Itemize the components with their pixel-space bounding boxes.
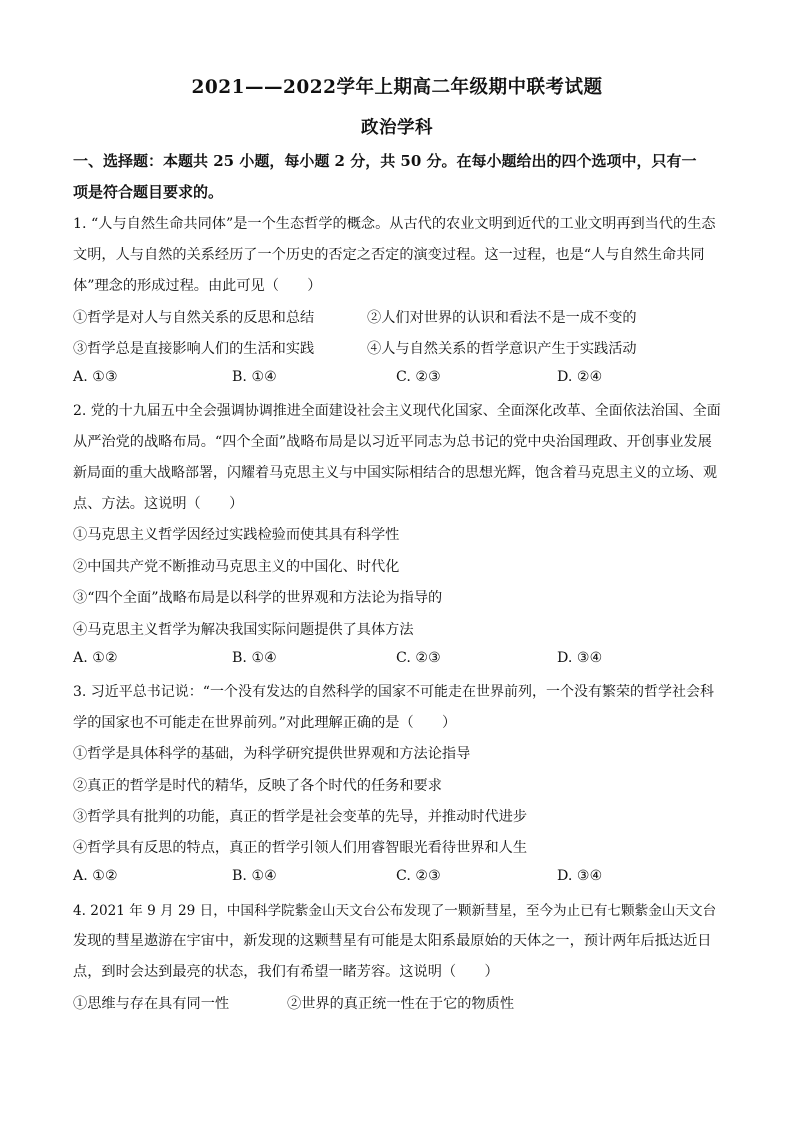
q3-option-d: D. ③④	[557, 868, 603, 884]
q1-option-b: B. ①④	[232, 369, 277, 385]
q1-option-a: A. ①③	[73, 369, 118, 385]
q4-stem-line-3: 点，到时会达到最亮的状态，我们有希望一睹芳容。这说明（ ）	[73, 964, 499, 980]
q1-option-d: D. ②④	[557, 369, 603, 385]
q2-option-b: B. ①④	[232, 650, 277, 666]
q4-stem-line-2: 发现的彗星遨游在宇宙中，新发现的这颗彗星有可能是太阳系最原始的天体之一，预计两年后抵达近日	[73, 933, 712, 949]
q1-statement-2: ②人们对世界的认识和看法不是一成不变的	[367, 310, 637, 326]
q2-statement-1: ①马克思主义哲学因经过实践检验而使其具有科学性	[73, 527, 400, 543]
q2-option-d: D. ③④	[557, 650, 603, 666]
q3-stem-line-2: 学的国家也不可能走在世界前列。”对此理解正确的是（ ）	[73, 715, 457, 731]
q2-stem-line-3: 新局面的重大战略部署，闪耀着马克思主义与中国实际相结合的思想光辉，饱含着马克思主义的立场、观	[73, 465, 717, 481]
q1-statement-3: ③哲学总是直接影响人们的生活和实践	[73, 341, 315, 357]
q1-option-c: C. ②③	[396, 369, 441, 385]
q3-statement-3: ③哲学具有批判的功能，真正的哲学是社会变革的先导，并推动时代进步	[73, 809, 528, 825]
q2-option-a: A. ①②	[73, 650, 118, 666]
q3-statement-4: ④哲学具有反思的特点，真正的哲学引领人们用睿智眼光看待世界和人生	[73, 840, 528, 856]
section-heading-line-1: 一、选择题：本题共 25 小题，每小题 2 分，共 50 分。在每小题给出的四个选项中，只有一	[73, 152, 697, 170]
q2-statement-2: ②中国共产党不断推动马克思主义的中国化、时代化	[73, 559, 400, 575]
q3-option-a: A. ①②	[73, 868, 118, 884]
q1-stem-line-3: 体”理念的形成过程。由此可见（ ）	[73, 278, 322, 294]
q4-stem-line-1: 4. 2021 年 9 月 29 日，中国科学院紫金山天文台公布发现了一颗新彗星，至今为止已有七颗紫金山天文台	[73, 903, 717, 919]
q1-stem-line-1: 1. “人与自然生命共同体”是一个生态哲学的概念。从古代的农业文明到近代的工业文明再到当代的生态	[73, 216, 716, 232]
q2-stem-line-1: 2. 党的十九届五中全会强调协调推进全面建设社会主义现代化国家、全面深化改革、全面依法治国、全面	[73, 403, 721, 419]
q2-statement-4: ④马克思主义哲学为解决我国实际问题提供了具体方法	[73, 622, 414, 638]
q1-statement-4: ④人与自然关系的哲学意识产生于实践活动	[367, 341, 637, 357]
exam-title: 2021——2022学年上期高二年级期中联考试题	[191, 77, 603, 98]
q3-option-b: B. ①④	[232, 868, 277, 884]
q3-option-c: C. ②③	[396, 868, 441, 884]
q2-option-c: C. ②③	[396, 650, 441, 666]
q4-statement-1: ①思维与存在具有同一性	[73, 996, 230, 1012]
section-heading-line-2: 项是符合题目要求的。	[73, 183, 224, 201]
q2-stem-line-2: 从严治党的战略布局。“四个全面”战略布局是以习近平同志为总书记的党中央治国理政、开创事业发展	[73, 434, 712, 450]
q3-statement-2: ②真正的哲学是时代的精华，反映了各个时代的任务和要求	[73, 778, 442, 794]
q4-statement-2: ②世界的真正统一性在于它的物质性	[287, 996, 515, 1012]
q1-statement-1: ①哲学是对人与自然关系的反思和总结	[73, 310, 315, 326]
q3-stem-line-1: 3. 习近平总书记说：“一个没有发达的自然科学的国家不可能走在世界前列，一个没有繁荣的哲学社会科	[73, 684, 714, 700]
q3-statement-1: ①哲学是具体科学的基础，为科学研究提供世界观和方法论指导	[73, 746, 471, 762]
q2-stem-line-4: 点、方法。这说明（ ）	[73, 496, 244, 512]
subject-title: 政治学科	[361, 118, 433, 138]
q1-stem-line-2: 文明，人与自然的关系经历了一个历史的否定之否定的演变过程。这一过程，也是“人与自然生命共同	[73, 247, 705, 263]
q2-statement-3: ③“四个全面”战略布局是以科学的世界观和方法论为指导的	[73, 590, 443, 606]
